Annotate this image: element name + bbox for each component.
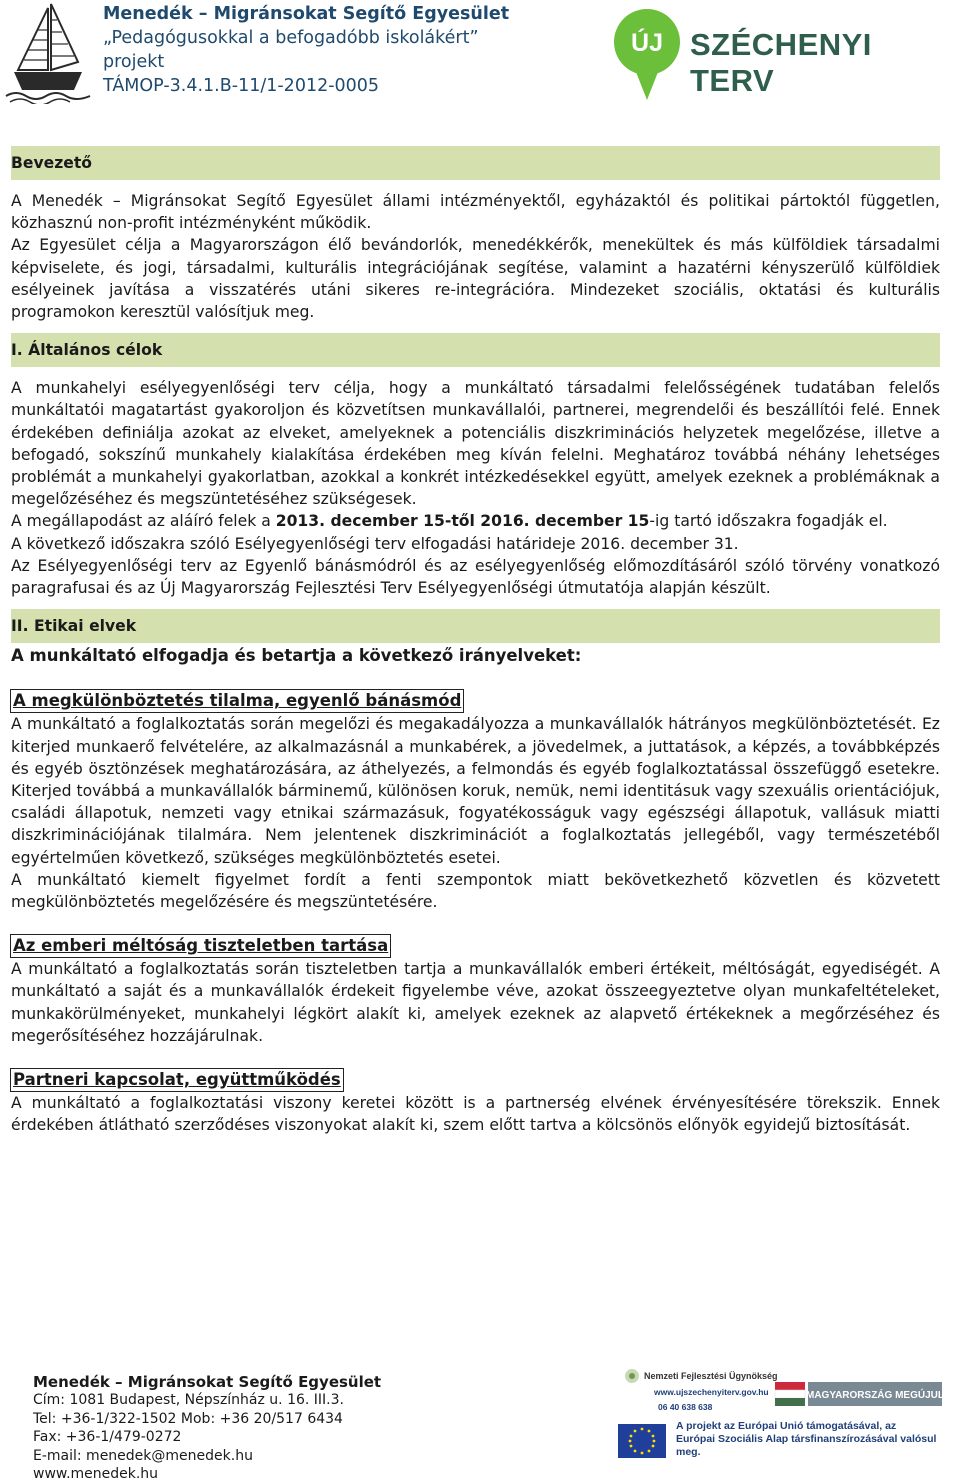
page-header <box>0 0 960 110</box>
header-project-word: projekt <box>103 52 165 72</box>
header-org: Menedék – Migránsokat Segítő Egyesület <box>103 4 510 24</box>
ethics-s1-paragraph-1: A munkáltató a foglalkoztatás során megelőzi és megakadályozza a munkavállalók hátrányos megkülönböztetését. Ez kiterjed munkaerő felvételére, az alkalmazásnál a munkabérek, a jövedelmek, a juttatások, a képzés, a továbbképzés és egyéb ösztönzések meghatározására, az áthelyezés, a felmondás és egyéb foglalkoztatással összefüggő esetekre. Kiterjed továbbá a munkavállalók bárminemű, különösen koruk, nemük, nemi identitásuk vagy szexuális orientációjuk, családi állapotuk, nemzeti vagy etnikai származásuk, fogyatékosságuk vagy egészségi állapotuk, vallásuk miatti diszkriminációjának tilalmára. Nem jelentenek diszkriminációt a foglalkoztatás jellegéből, vagy természetéből egyértelműen következő, szükséges megkülönböztetés esetei. <box>11 715 940 867</box>
agreement-period: 2013. december 15-től 2016. december 15 <box>275 512 650 531</box>
ethics-lead: A munkáltató elfogadja és betartja a következő irányelveket: <box>11 646 582 666</box>
header-project-title: „Pedagógusokkal a befogadóbb iskolákért” <box>103 28 479 48</box>
general-paragraph-1: A munkahelyi esélyegyenlőségi terv célja, hogy a munkáltató társadalmi felelősségének tudatában felelős munkáltatói magatartást gyakoroljon és közvetítsen munkavállalói, partnerei, megrendelői és beszállítói felé. Ennek érdekében definiálja azokat az elveket, amelyeknek a potenciális diszkriminációs helyzetek megelőzése, illetve a befogadó, sokszínű munkahely kialakítása érdekében meg kíván felelni. Meghatároz továbbá néhány lehetséges problémát a munkahelyi gyakorlatban, azokkal a konkrét intézkedésekkel együtt, amelyek ezeknek a problémáknak a megelőzéséhez és megszüntetéséhez szükségesek. <box>11 379 940 509</box>
section-heading-text: II. Etikai elvek <box>11 617 137 636</box>
intro-paragraph-1: A Menedék – Migránsokat Segítő Egyesület állami intézményektől, egyházaktól és politikai pártoktól független, közhasznú non-profit intézményként működik. <box>11 192 940 233</box>
section-heading-text: Bevezető <box>11 154 93 172</box>
footer-org: Menedék – Migránsokat Segítő Egyesület <box>33 1373 382 1391</box>
subsection-title: Partneri kapcsolat, együttműködés <box>10 1068 344 1092</box>
subsection-title: A megkülönböztetés tilalma, egyenlő bánásmód <box>10 689 464 713</box>
agency-emblem-icon <box>625 1369 639 1383</box>
footer-address: Cím: 1081 Budapest, Népszínház u. 16. III.3. <box>33 1392 344 1409</box>
footer-fax: Fax: +36-1/479-0272 <box>33 1429 182 1446</box>
agency-phone: 06 40 638 638 <box>658 1402 713 1412</box>
eu-funding-banner <box>618 1362 944 1478</box>
document-body <box>11 146 940 1137</box>
page-footer <box>33 1373 381 1483</box>
intro-paragraph-2: Az Egyesület célja a Magyarországon élő bevándorlók, menedékkérők, menekültek és más külföldiek társadalmi képviselete, és jogi, társadalmi, kulturális integrációjának segítése, valamint a hazatérni kényszerülő külföldiek esélyeinek javítása a visszatérés utáni sikeres re-integrációra. Mindezeket szociális, oktatási és kulturális programokon keresztül valósítjuk meg. <box>11 236 940 322</box>
section-heading-text: I. Általános célok <box>11 341 163 360</box>
agency-web: www.ujszechenyiterv.gov.hu <box>654 1387 769 1397</box>
szt-logo-mark: ÚJ <box>631 29 663 57</box>
section-heading <box>11 333 940 367</box>
agreement-text: A megállapodást az aláíró felek a <box>11 512 276 531</box>
footer-email[interactable]: E-mail: menedek@menedek.hu <box>33 1447 253 1464</box>
eu-funding-text: A projekt az Európai Unió támogatásával, az Európai Szociális Alap társfinanszírozásával valósul meg. <box>676 1420 937 1458</box>
section-heading <box>11 609 940 643</box>
general-paragraph-4: Az Esélyegyenlőségi terv az Egyenlő bánásmódról és az esélyegyenlőség előmozdításáról szóló törvény vonatkozó paragrafusai és az Új Magyarország Fejlesztési Terv Esélyegyenlőségi útmutatója alapján készült. <box>11 556 940 598</box>
agreement-text-end: -ig tartó időszakra fogadják el. <box>649 512 888 531</box>
agency-name: Nemzeti Fejlesztési Ügynökség <box>644 1371 778 1381</box>
eu-flag-icon <box>618 1424 666 1458</box>
header-project-code: TÁMOP-3.4.1.B-11/1-2012-0005 <box>103 76 380 96</box>
general-paragraph-3: A következő időszakra szóló Esélyegyenlőségi terv elfogadási határideje 2016. december 31. <box>11 534 739 553</box>
szt-logo-text: SZÉCHENYI TERV <box>690 27 872 98</box>
section-heading <box>11 146 940 180</box>
slogan-text: MAGYARORSZÁG MEGÚJUL <box>806 1390 944 1401</box>
header-text <box>103 2 509 98</box>
ethics-s2-paragraph-1: A munkáltató a foglalkoztatás során tiszteletben tartja a munkavállalók emberi értékeit, méltóságát, egyediségét. A munkáltató a saját és a munkavállalók érdekeit figyelembe véve, azokat összeegyeztetve olyan munkafeltételeket, munkakörülményeket, munkahelyi légkört alakít ki, amelyek ezeknek az alapvető értékeknek a megőrzéséhez és megerősítéséhez hozzájárulnak. <box>11 960 940 1045</box>
hungarian-flag-icon <box>775 1382 805 1406</box>
ethics-s1-paragraph-2: A munkáltató kiemelt figyelmet fordít a fenti szempontok miatt bekövetkezhető közvetlen és közvetett megkülönböztetés megelőzésére és megszüntetésére. <box>11 870 940 912</box>
ship-logo-icon <box>4 0 92 104</box>
subsection-title: Az emberi méltóság tiszteletben tartása <box>10 934 391 958</box>
ethics-s3-paragraph-1: A munkáltató a foglalkoztatási viszony keretei között is a partnerség elvének érvényesítésére törekszik. Ennek érdekében átlátható szerződéses viszonyokat alakít ki, szem előtt tartva a kölcsönös előnyök egyidejű biztosítását. <box>11 1094 940 1135</box>
general-paragraph-2 <box>11 510 940 532</box>
footer-website[interactable]: www.menedek.hu <box>33 1466 159 1483</box>
footer-phone: Tel: +36-1/322-1502 Mob: +36 20/517 6434 <box>33 1410 343 1427</box>
